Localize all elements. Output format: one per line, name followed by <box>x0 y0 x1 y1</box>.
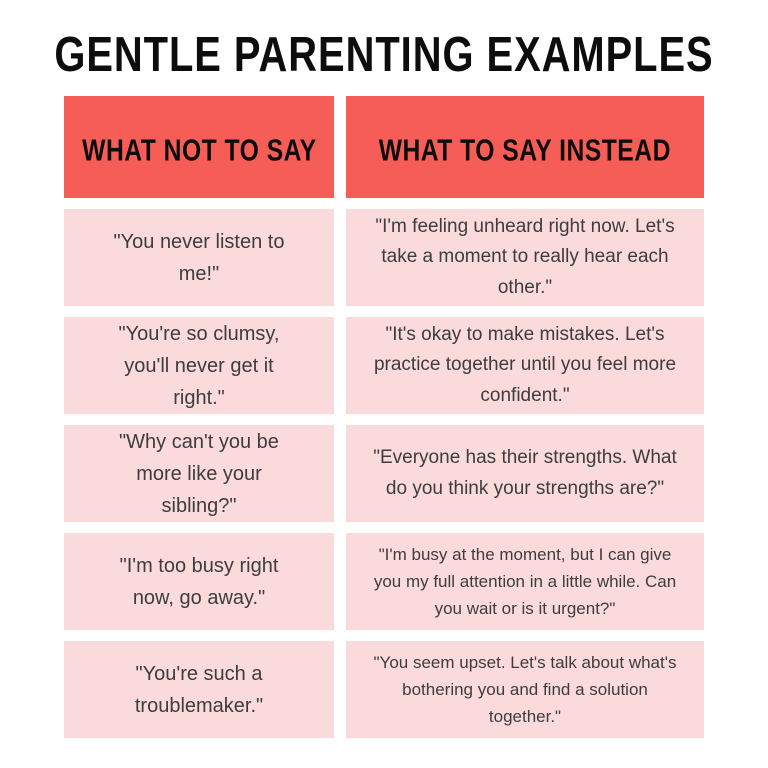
say-instead-text: "I'm busy at the moment, but I can give you my full attention in a little while. Can you wait or is it urgent?" <box>373 544 677 619</box>
say-instead-cell <box>346 425 704 522</box>
say-instead-cell <box>346 317 704 414</box>
not-to-say-text: "Why can't you be more like your sibling?" <box>119 430 279 517</box>
column-header-what-not-to-say <box>64 96 334 198</box>
say-instead-text: "Everyone has their strengths. What do you think your strengths are?" <box>373 447 677 499</box>
column-header-what-to-say-instead <box>346 96 704 198</box>
not-to-say-cell <box>64 533 334 630</box>
not-to-say-text: "You're so clumsy, you'll never get it right." <box>118 322 280 409</box>
not-to-say-text: "I'm too busy right now, go away." <box>119 554 279 609</box>
not-to-say-cell <box>64 209 334 306</box>
say-instead-cell <box>346 533 704 630</box>
column-header-text: WHAT NOT TO SAY <box>81 131 317 167</box>
page-title-text: GENTLE PARENTING EXAMPLES <box>54 26 714 82</box>
not-to-say-text: "You're such a troublemaker." <box>134 662 264 717</box>
not-to-say-cell <box>64 425 334 522</box>
not-to-say-cell <box>64 641 334 738</box>
say-instead-cell <box>346 209 704 306</box>
comparison-table <box>64 96 704 738</box>
page-title <box>0 26 768 82</box>
not-to-say-cell <box>64 317 334 414</box>
say-instead-text: "It's okay to make mistakes. Let's practice together until you feel more confident." <box>373 323 677 406</box>
column-header-text: WHAT TO SAY INSTEAD <box>378 131 672 167</box>
say-instead-text: "I'm feeling unheard right now. Let's take a moment to really hear each other." <box>375 215 675 298</box>
say-instead-text: "You seem upset. Let's talk about what's bothering you and find a solution together." <box>373 652 677 727</box>
say-instead-cell <box>346 641 704 738</box>
not-to-say-text: "You never listen to me!" <box>113 230 285 285</box>
